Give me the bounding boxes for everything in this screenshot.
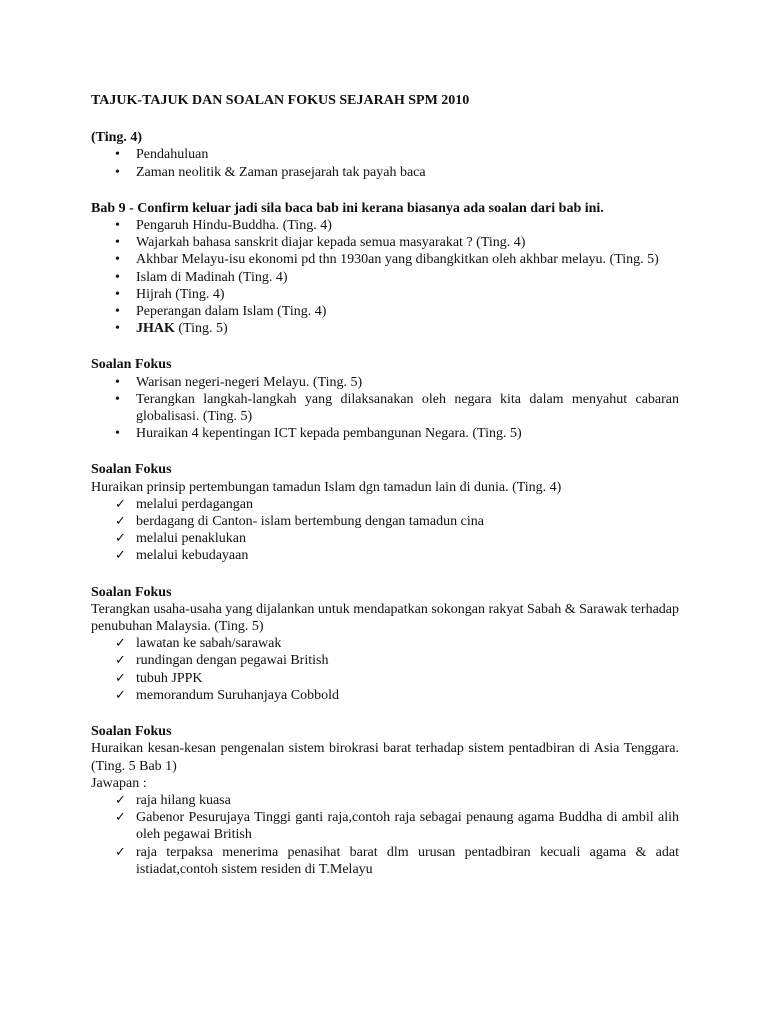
bullet-icon [115,234,120,251]
list-item: • Hijrah (Ting. 4) [91,286,679,303]
bullet-icon [115,391,120,408]
bullet-icon [115,374,120,391]
checkmark-icon [115,635,126,652]
list-item: • Wajarkah bahasa sanskrit diajar kepada semua masyarakat ? (Ting. 4) [91,234,679,251]
question-text: Terangkan usaha-usaha yang dijalankan untuk mendapatkan sokongan rakyat Sabah & Sarawak terhadap penubuhan Malaysia. (Ting. 5) [91,601,679,635]
checkmark-icon [115,809,126,826]
list-item: ✓ raja terpaksa menerima penasihat barat dlm urusan pentadbiran kecuali agama & adat istiadat,contoh sistem residen di T.Melayu [91,844,679,878]
document-content [91,92,679,897]
checkmark-icon [115,844,126,861]
list-item: • Terangkan langkah-langkah yang dilaksanakan oleh negara kita dalam menyahut cabaran globalisasi. (Ting. 5) [91,391,679,425]
bullet-icon [115,425,120,442]
checkmark-icon [115,513,126,530]
checklist [91,496,679,565]
section-heading: Soalan Fokus [91,584,172,600]
checkmark-icon [115,547,126,564]
list-item: • Zaman neolitik & Zaman prasejarah tak payah baca [91,164,679,181]
answer-label: Jawapan : [91,775,147,791]
list-item: ✓ memorandum Suruhanjaya Cobbold [91,687,679,704]
section-heading: Soalan Fokus [91,724,172,740]
list-item: • Peperangan dalam Islam (Ting. 4) [91,303,679,320]
list-item: • Pendahuluan [91,146,679,163]
bullet-list [91,217,679,337]
list-item: • Islam di Madinah (Ting. 4) [91,269,679,286]
list-item: • JHAK (Ting. 5) [91,320,679,337]
section-heading: Bab 9 - Confirm keluar jadi sila baca bab ini kerana biasanya ada soalan dari bab ini. [91,200,604,216]
list-item: • Pengaruh Hindu-Buddha. (Ting. 4) [91,217,679,234]
document-title: TAJUK-TAJUK DAN SOALAN FOKUS SEJARAH SPM 2010 [91,93,470,108]
bullet-icon [115,146,120,163]
jhak-label: JHAK [136,321,175,337]
question-text: Huraikan prinsip pertembungan tamadun Islam dgn tamadun lain di dunia. (Ting. 4) [91,479,562,495]
question-text: Huraikan kesan-kesan pengenalan sistem birokrasi barat terhadap sistem pentadbiran di Asia Tenggara. (Ting. 5 Bab 1) [91,741,679,774]
list-item: ✓ tubuh JPPK [91,670,679,687]
checkmark-icon [115,670,126,687]
checkmark-icon [115,496,126,513]
list-item: ✓ melalui kebudayaan [91,547,679,564]
section-heading: Soalan Fokus [91,462,172,478]
section-soalan-fokus-1 [91,356,679,442]
bullet-list [91,146,679,180]
checkmark-icon [115,687,126,704]
section-heading: Soalan Fokus [91,357,172,373]
list-item: ✓ raja hilang kuasa [91,792,679,809]
checkmark-icon [115,530,126,547]
section-heading: (Ting. 4) [91,130,143,146]
list-item: ✓ melalui penaklukan [91,530,679,547]
checklist [91,635,679,704]
section-ting-4 [91,129,679,181]
list-item: ✓ berdagang di Canton- islam bertembung dengan tamadun cina [91,513,679,530]
list-item: ✓ rundingan dengan pegawai British [91,652,679,669]
list-item: ✓ Gabenor Pesurujaya Tinggi ganti raja,contoh raja sebagai penaung agama Buddha di ambil alih oleh pegawai British [91,809,679,843]
bullet-icon [115,303,120,320]
list-item: • Huraikan 4 kepentingan ICT kepada pembangunan Negara. (Ting. 5) [91,425,679,442]
bullet-icon [115,320,120,337]
section-bab-9 [91,200,679,338]
section-soalan-fokus-4 [91,723,679,878]
bullet-icon [115,217,120,234]
bullet-list [91,374,679,443]
checkmark-icon [115,792,126,809]
bullet-icon [115,164,120,181]
checklist [91,792,679,878]
bullet-icon [115,251,120,268]
list-item: ✓ melalui perdagangan [91,496,679,513]
checkmark-icon [115,652,126,669]
section-soalan-fokus-2 [91,461,679,564]
bullet-icon [115,286,120,303]
bullet-icon [115,269,120,286]
list-item: ✓ lawatan ke sabah/sarawak [91,635,679,652]
list-item: • Akhbar Melayu-isu ekonomi pd thn 1930an yang dibangkitkan oleh akhbar melayu. (Ting. 5) [91,251,679,268]
section-soalan-fokus-3 [91,584,679,704]
list-item: • Warisan negeri-negeri Melayu. (Ting. 5) [91,374,679,391]
